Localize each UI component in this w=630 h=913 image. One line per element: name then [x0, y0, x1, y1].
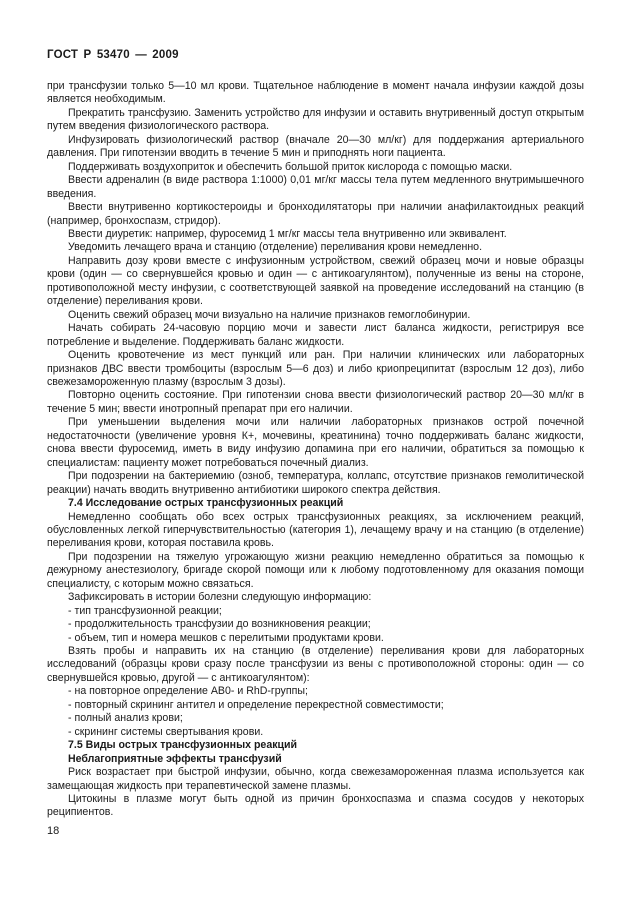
paragraph: Риск возрастает при быстрой инфузии, обычно, когда свежезамороженная плазма используется как замещающая жидкость при терапевтической замене плазмы.: [47, 766, 584, 792]
paragraph: Ввести диуретик: например, фуросемид 1 мг/кг массы тела внутривенно или эквивалент.: [68, 227, 507, 240]
list-item: - полный анализ крови;: [68, 712, 183, 725]
paragraph: Оценить кровотечение из мест пункций или ран. При наличии клинических или лабораторных признаков ДВС ввести тромбоциты (взрослым 5—6 доз) и либо криопреципитат (взрослым 12 доз), либо свежезамороженную плазму (взрослым 3 дозы).: [47, 349, 584, 388]
list-item: - продолжительность трансфузии до возникновения реакции;: [68, 618, 371, 631]
paragraph: Прекратить трансфузию. Заменить устройство для инфузии и оставить внутривенный доступ открытым путем введения физиологического раствора.: [47, 106, 584, 133]
list-item: - объем, тип и номера мешков с перелитыми продуктами крови.: [68, 631, 384, 644]
paragraph: Оценить свежий образец мочи визуально на наличие признаков гемоглобинурии.: [68, 308, 471, 321]
paragraph: Направить дозу крови вместе с инфузионным устройством, свежий образец мочи и новые образцы крови (один — со свернувшейся кровью и один — с антикоагулянтом), полученные из вены на стороне, противоположной месту инфузии, с соответствующей заявкой на проведение исследований на станцию (в отделение) переливания крови.: [47, 254, 584, 308]
paragraph: Ввести внутривенно кортикостероиды и бронходилятаторы при наличии анафилактоидных реакций (например, бронхоспазм, стридор).: [47, 201, 584, 227]
section-heading-7-5: 7.5 Виды острых трансфузионных реакций: [68, 739, 298, 752]
list-item: - тип трансфузионной реакции;: [68, 604, 222, 617]
paragraph: При уменьшении выделения мочи или наличии лабораторных признаков острой почечной недостаточности (увеличение уровня К+, мочевины, креатинина) точно поддерживать баланс жидкости, снова ввести фуросемид, иметь в виду инфузию допамина при его наличии, обратиться за помощью к специалистам: пациенту может потребоваться почечный диализ.: [47, 416, 584, 469]
paragraph: Уведомить лечащего врача и станцию (отделение) переливания крови немедленно.: [68, 241, 483, 254]
paragraph: Немедленно сообщать обо всех острых трансфузионных реакциях, за исключением реакций, обусловленных легкой гиперчувствительностью (категория 1), лечащему врачу и на станцию (в отделение) переливания крови, которая поставила кровь.: [47, 510, 584, 550]
paragraph: При подозрении на бактериемию (озноб, температура, коллапс, отсутствие признаков гемолитической реакции) начать вводить внутривенно антибиотики широкого спектра действия.: [47, 470, 584, 496]
page-number: 18: [47, 825, 60, 837]
paragraph: Цитокины в плазме могут быть одной из причин бронхоспазма и спазма сосудов у некоторых реципиентов.: [47, 793, 584, 819]
paragraph: Инфузировать физиологический раствор (вначале 20—30 мл/кг) для поддержания артериального давления. При гипотензии вводить в течение 5 мин и приподнять ноги пациента.: [47, 133, 584, 160]
paragraph: Ввести адреналин (в виде раствора 1:1000) 0,01 мг/кг массы тела путем медленного внутримышечного введения.: [47, 174, 584, 200]
paragraph: Зафиксировать в истории болезни следующую информацию:: [68, 591, 372, 604]
paragraph: Взять пробы и направить их на станцию (в отделение) переливания крови для лабораторных исследований (образцы крови сразу после трансфузии из вены с противоположной стороны: один — со свернувшейся кровью, другой — с антикоагулянтом):: [47, 645, 584, 684]
list-item: - на повторное определение АВ0- и RhD-группы;: [68, 685, 308, 698]
paragraph: Начать собирать 24-часовую порцию мочи и завести лист баланса жидкости, регистрируя все потребление и выделение. Поддерживать баланс жидкости.: [47, 322, 584, 348]
subsection-heading-adverse-effects: Неблагоприятные эффекты трансфузий: [68, 752, 282, 765]
paragraph: Поддерживать воздухоприток и обеспечить большой приток кислорода с помощью маски.: [68, 160, 513, 173]
list-item: - скрининг системы свертывания крови.: [68, 725, 264, 738]
document-body: [47, 80, 584, 820]
document-header: ГОСТ Р 53470 — 2009: [47, 49, 179, 61]
paragraph-continuation: при трансфузии только 5—10 мл крови. Тщательное наблюдение в момент начала инфузии каждой дозы является необходимым.: [47, 80, 584, 106]
paragraph: Повторно оценить состояние. При гипотензии снова ввести физиологический раствор 20—30 мл/кг в течение 5 мин; ввести инотропный препарат при его наличии.: [47, 389, 584, 415]
list-item: - повторный скрининг антител и определение перекрестной совместимости;: [68, 698, 444, 711]
paragraph: При подозрении на тяжелую угрожающую жизни реакцию немедленно обратиться за помощью к дежурному анестезиологу, бригаде скорой помощи или к любому подготовленному для оказания помощи специалисту, с которым можно связаться.: [47, 550, 584, 590]
section-heading-7-4: 7.4 Исследование острых трансфузионных реакций: [68, 497, 344, 510]
